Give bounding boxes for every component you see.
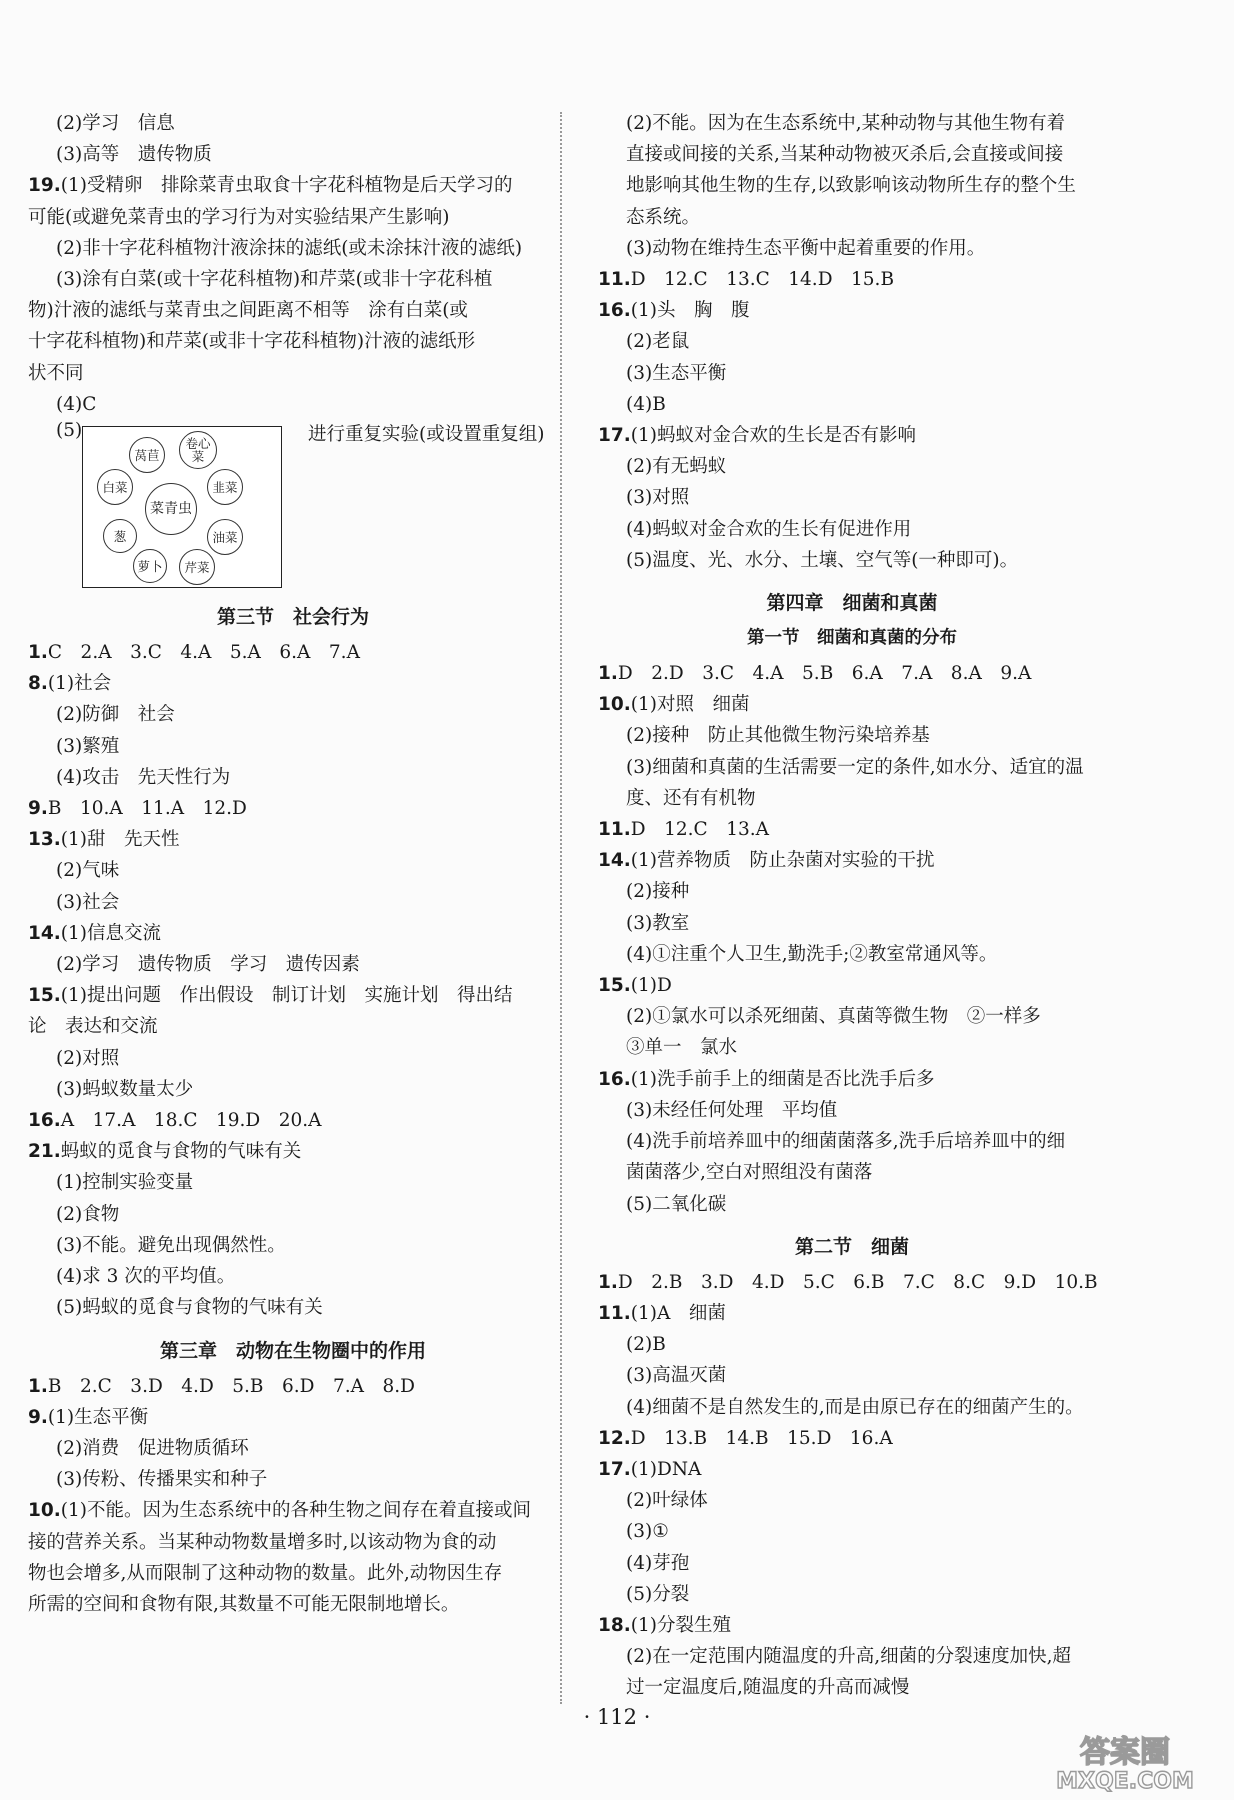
answer-text: D 12.C 13.C 14.D 15.B: [630, 269, 895, 291]
answer-line: [28, 1261, 558, 1292]
answer-text: 物也会增多,从而限制了这种动物的数量。此外,动物因生存: [28, 1562, 503, 1584]
answer-text: (1)头 胸 腹: [630, 300, 750, 322]
answer-text: (4)细菌不是自然发生的,而是由原已存在的细菌产生的。: [626, 1396, 1084, 1418]
answer-text: (1)DNA: [630, 1458, 702, 1480]
answer-line: [598, 1329, 1106, 1360]
q19-diagram-row: [28, 420, 558, 590]
answer-text: (3)高温灭菌: [626, 1365, 727, 1387]
answer-text: (1)分裂生殖: [630, 1614, 731, 1636]
answer-text: 接的营养关系。当某种动物数量增多时,以该动物为食的动: [28, 1531, 497, 1553]
answer-line: 可能(或避免菜青虫的学习行为对实验结果产生影响): [28, 206, 450, 228]
answer-text: (3)未经任何处理 平均值: [626, 1099, 838, 1121]
answer-line: [598, 783, 1106, 814]
question-number: 13.: [28, 829, 61, 851]
answer-text: (5)蚂蚁的觅食与食物的气味有关: [56, 1297, 323, 1319]
answer-line: [28, 824, 558, 855]
answer-line: [598, 264, 1106, 295]
answer-line: [598, 814, 1106, 845]
answer-text: 度、还有有机物: [626, 787, 756, 809]
answer-line: [598, 1189, 1106, 1220]
answer-text: (1)A 细菌: [630, 1302, 726, 1324]
answer-line: [598, 420, 1106, 451]
answer-text: (2)消费 促进物质循环: [56, 1437, 249, 1459]
answer-line: [598, 1032, 1106, 1063]
question-number: 16.: [598, 1068, 631, 1090]
answer-line: [598, 514, 1106, 545]
answer-line: [28, 855, 558, 886]
answer-text: 地影响其他生物的生存,以致影响该动物所生存的整个生: [626, 175, 1076, 197]
chapter-3-title: 第三章 动物在生物圈中的作用: [159, 1339, 426, 1362]
question-number: 17.: [598, 1458, 631, 1480]
watermark-text-bottom: MXQE.COM: [1056, 1769, 1194, 1794]
answer-line: [598, 545, 1106, 576]
answer-line: (3)涂有白菜(或十字花科植物)和芹菜(或非十字花科植: [56, 269, 493, 291]
answer-text: (5)二氧化碳: [626, 1193, 727, 1215]
page-number: · 112 ·: [583, 1705, 651, 1729]
question-number: 15.: [598, 975, 631, 997]
answer-line: [598, 1672, 1106, 1703]
question-number: 17.: [598, 425, 631, 447]
question-number: 1.: [598, 1271, 618, 1293]
question-number: 11.: [598, 819, 631, 841]
section-2-answers: [598, 1267, 1106, 1704]
diagram-plant-circle: 芹菜: [179, 549, 215, 585]
answer-text: (4)求 3 次的平均值。: [56, 1266, 236, 1288]
answer-line: 状不同: [28, 362, 84, 384]
answer-line: [28, 1136, 558, 1167]
section-3-answers: [28, 637, 558, 1323]
answer-text: (3)社会: [56, 891, 120, 913]
answer-line: [28, 699, 558, 730]
answer-line: [598, 1579, 1106, 1610]
answer-line: [28, 1433, 558, 1464]
answer-line: [28, 1292, 558, 1323]
question-number: 1.: [28, 642, 48, 664]
answer-text: (2)食物: [56, 1203, 120, 1225]
answer-text: (1)蚂蚁对金合欢的生长是否有影响: [630, 425, 916, 447]
answer-line: [28, 762, 558, 793]
answer-line: (2)学习 信息: [56, 113, 175, 134]
answer-line: 十字花科植物)和芹菜(或非十字花科植物)汁液的滤纸形: [28, 331, 476, 353]
question-number: 18.: [598, 1614, 631, 1636]
section-1-title: 第一节 细菌和真菌的分布: [747, 628, 957, 649]
diagram-plant-circle: 韭菜: [207, 469, 243, 505]
answer-line: [28, 1527, 558, 1558]
answer-line: [598, 1548, 1106, 1579]
answer-text: (3)教室: [626, 912, 690, 934]
answer-text: (4)攻击 先天性行为: [56, 766, 231, 788]
answer-line: [598, 1641, 1106, 1672]
section-3-title: 第三节 社会行为: [216, 606, 369, 629]
answer-line: [598, 1064, 1106, 1095]
answer-text: 论 表达和交流: [28, 1016, 158, 1038]
answer-text: D 2.D 3.C 4.A 5.B 6.A 7.A 8.A 9.A: [617, 663, 1032, 685]
answer-text: (1)社会: [47, 673, 112, 695]
answer-line: [598, 1267, 1106, 1298]
answer-line: [598, 1126, 1106, 1157]
answer-line: [598, 482, 1106, 513]
answer-text: (1)甜 先天性: [60, 829, 180, 851]
question-number: 10.: [598, 694, 631, 716]
answer-text: (2)学习 遗传物质 学习 遗传因素: [56, 954, 360, 976]
answer-text: D 2.B 3.D 4.D 5.C 6.B 7.C 8.C 9.D 10.B: [617, 1271, 1098, 1293]
question-19: [28, 170, 558, 420]
answer-line: [598, 1360, 1106, 1391]
answer-line: [28, 1199, 558, 1230]
answer-line: [28, 170, 558, 201]
answer-text: 态系统。: [626, 206, 701, 228]
answer-line: [598, 689, 1106, 720]
answer-line: [598, 358, 1106, 389]
answer-line: [28, 668, 558, 699]
question-number: 1.: [598, 663, 618, 685]
answer-line: [598, 752, 1106, 783]
answer-text: (3)①: [626, 1521, 669, 1543]
answer-line: [598, 1516, 1106, 1547]
answer-text: (5)温度、光、水分、土壤、空气等(一种即可)。: [626, 549, 1019, 571]
question-number: 16.: [28, 1110, 61, 1132]
answer-line: (4)C: [56, 393, 97, 415]
answer-text: B 10.A 11.A 12.D: [47, 798, 247, 820]
answer-text: (1)受精卵 排除菜青虫取食十字花科植物是后天学习的: [60, 175, 513, 197]
answer-line: [598, 1423, 1106, 1454]
diagram-plant-circle: 油菜: [207, 519, 243, 555]
answer-text: (3)细菌和真菌的生活需要一定的条件,如水分、适宜的温: [626, 756, 1084, 778]
answer-text: (3)生态平衡: [626, 362, 727, 384]
answer-text: 过一定温度后,随温度的升高而减慢: [626, 1677, 910, 1699]
question-number: 15.: [28, 985, 61, 1007]
question-number: 11.: [598, 1302, 631, 1324]
answer-text: 所需的空间和食物有限,其数量不可能无限制地增长。: [28, 1593, 460, 1615]
answer-line: [28, 1371, 558, 1402]
answer-line: [598, 1001, 1106, 1032]
answer-line: [28, 637, 558, 668]
answer-line: [28, 1105, 558, 1136]
answer-line: [598, 451, 1106, 482]
answer-text: (2)接种: [626, 881, 690, 903]
answer-text: (3)蚂蚁数量太少: [56, 1078, 194, 1100]
q19-part5-answer: 进行重复实验(或设置重复组): [308, 424, 545, 446]
section-2-title: 第二节 细菌: [794, 1235, 909, 1258]
answer-line: [598, 970, 1106, 1001]
answer-line: [28, 1402, 558, 1433]
answer-text: (2)①氯水可以杀死细菌、真菌等微生物 ②一样多: [626, 1006, 1041, 1028]
answer-text: (4)B: [626, 393, 666, 415]
left-column: [28, 108, 558, 1620]
answer-text: (1)对照 细菌: [630, 694, 750, 716]
answer-line: [598, 108, 1106, 139]
answer-line: [598, 233, 1106, 264]
answer-text: (1)信息交流: [60, 922, 161, 944]
answer-text: (2)不能。因为在生态系统中,某种动物与其他生物有着: [626, 113, 1066, 134]
answer-text: D 12.C 13.A: [630, 819, 769, 841]
cabbage-worm-diagram: [82, 426, 282, 588]
answer-text: B 2.C 3.D 4.D 5.B 6.D 7.A 8.D: [47, 1375, 415, 1397]
right-column: [598, 108, 1106, 1704]
q19-part5-label: (5): [56, 420, 83, 442]
answer-line: [28, 1558, 558, 1589]
answer-text: A 17.A 18.C 19.D 20.A: [60, 1110, 322, 1132]
question-number: 14.: [28, 922, 61, 944]
right-top-lines: [598, 108, 1106, 576]
answer-line: [598, 202, 1106, 233]
chapter-3-answers: [28, 1371, 558, 1621]
answer-line: [28, 949, 558, 980]
section-1-answers: [598, 658, 1106, 1220]
answer-text: C 2.A 3.C 4.A 5.A 6.A 7.A: [47, 642, 360, 664]
answer-text: (2)气味: [56, 860, 120, 882]
answer-text: (1)生态平衡: [47, 1406, 149, 1428]
answer-line: [598, 1157, 1106, 1188]
answer-text: (4)洗手前培养皿中的细菌菌落多,洗手后培养皿中的细: [626, 1131, 1066, 1153]
answer-line: [28, 918, 558, 949]
answer-line: (2)非十字花科植物汁液涂抹的滤纸(或未涂抹汁液的滤纸): [56, 237, 523, 259]
answer-line: [598, 658, 1106, 689]
answer-line: [598, 295, 1106, 326]
answer-line: [598, 1095, 1106, 1126]
answer-line: [28, 731, 558, 762]
question-number: 19.: [28, 175, 61, 197]
answer-line: [28, 1043, 558, 1074]
answer-line: [28, 1464, 558, 1495]
answer-line: [598, 1298, 1106, 1329]
answer-line: [598, 389, 1106, 420]
answer-text: (2)有无蚂蚁: [626, 456, 727, 478]
answer-line: [598, 720, 1106, 751]
answer-text: (3)对照: [626, 487, 690, 509]
watermark-text-top: 答案圈: [1080, 1735, 1170, 1770]
answer-text: (2)对照: [56, 1047, 120, 1069]
question-number: 14.: [598, 850, 631, 872]
answer-text: ③单一 氯水: [626, 1037, 738, 1059]
question-number: 9.: [28, 1406, 48, 1428]
diagram-plant-circle: 白菜: [97, 469, 133, 505]
question-number: 12.: [598, 1427, 631, 1449]
answer-text: (4)芽孢: [626, 1552, 690, 1574]
answer-text: (1)D: [630, 975, 672, 997]
answer-line: 物)汁液的滤纸与菜青虫之间距离不相等 涂有白菜(或: [28, 300, 468, 322]
answer-text: (1)不能。因为生态系统中的各种生物之间存在着直接或间: [60, 1500, 531, 1522]
answer-text: (4)①注重个人卫生,勤洗手;②教室常通风等。: [626, 943, 998, 965]
answer-text: (1)洗手前手上的细菌是否比洗手后多: [630, 1068, 935, 1090]
answer-line: [28, 1167, 558, 1198]
answer-line: [598, 1610, 1106, 1641]
answer-text: (2)防御 社会: [56, 704, 175, 726]
answer-line: [28, 1589, 558, 1620]
answer-text: D 13.B 14.B 15.D 16.A: [630, 1427, 893, 1449]
answer-text: (2)B: [626, 1334, 666, 1356]
answer-text: (4)蚂蚁对金合欢的生长有促进作用: [626, 518, 912, 540]
watermark-logo: [1030, 1730, 1220, 1794]
answer-line: [28, 793, 558, 824]
column-divider: [560, 112, 562, 1704]
answer-text: (2)在一定范围内随温度的升高,细菌的分裂速度加快,超: [626, 1646, 1071, 1668]
question-number: 10.: [28, 1500, 61, 1522]
answer-line: [28, 1230, 558, 1261]
answer-line: [598, 139, 1106, 170]
answer-line: [28, 980, 558, 1011]
answer-text: 菌菌落少,空白对照组没有菌落: [626, 1162, 873, 1184]
answer-text: (3)动物在维持生态平衡中起着重要的作用。: [626, 237, 986, 259]
answer-line: [28, 887, 558, 918]
diagram-plant-circle: 萝卜: [133, 549, 167, 583]
chapter-4-title: 第四章 细菌和真菌: [766, 592, 938, 615]
question-number: 11.: [598, 269, 631, 291]
answer-line: [28, 1074, 558, 1105]
diagram-plant-circle: 莴苣: [129, 437, 165, 473]
answer-text: (3)不能。避免出现偶然性。: [56, 1234, 286, 1256]
left-top-lines: [28, 108, 558, 170]
answer-line: [598, 170, 1106, 201]
answer-text: (1)提出问题 作出假设 制订计划 实施计划 得出结: [60, 985, 513, 1007]
answer-text: 蚂蚁的觅食与食物的气味有关: [60, 1141, 302, 1163]
answer-line: [598, 908, 1106, 939]
answer-line: [598, 1392, 1106, 1423]
answer-line: [598, 876, 1106, 907]
answer-text: (1)营养物质 防止杂菌对实验的干扰: [630, 850, 935, 872]
answer-line: [28, 1495, 558, 1526]
answer-text: (2)叶绿体: [626, 1490, 708, 1512]
question-number: 16.: [598, 300, 631, 322]
answer-text: (2)老鼠: [626, 331, 690, 353]
answer-line: [598, 326, 1106, 357]
answer-line: (3)高等 遗传物质: [56, 144, 212, 166]
diagram-plant-circle: 卷心菜: [179, 431, 217, 469]
question-number: 21.: [28, 1141, 61, 1163]
answer-line: [598, 1485, 1106, 1516]
answer-line: [598, 939, 1106, 970]
answer-text: (5)分裂: [626, 1583, 690, 1605]
answer-text: 直接或间接的关系,当某种动物被灭杀后,会直接或间接: [626, 144, 1064, 166]
answer-text: (1)控制实验变量: [56, 1172, 194, 1194]
question-number: 8.: [28, 673, 48, 695]
answer-line: [28, 1011, 558, 1042]
answer-text: (3)繁殖: [56, 735, 120, 757]
answer-line: [598, 845, 1106, 876]
question-number: 9.: [28, 798, 48, 820]
diagram-center-circle: 菜青虫: [145, 483, 197, 535]
diagram-plant-circle: 葱: [103, 519, 137, 553]
answer-line: [598, 1454, 1106, 1485]
answer-text: (3)传粉、传播果实和种子: [56, 1469, 268, 1491]
answer-text: (2)接种 防止其他微生物污染培养基: [626, 725, 930, 747]
question-number: 1.: [28, 1375, 48, 1397]
